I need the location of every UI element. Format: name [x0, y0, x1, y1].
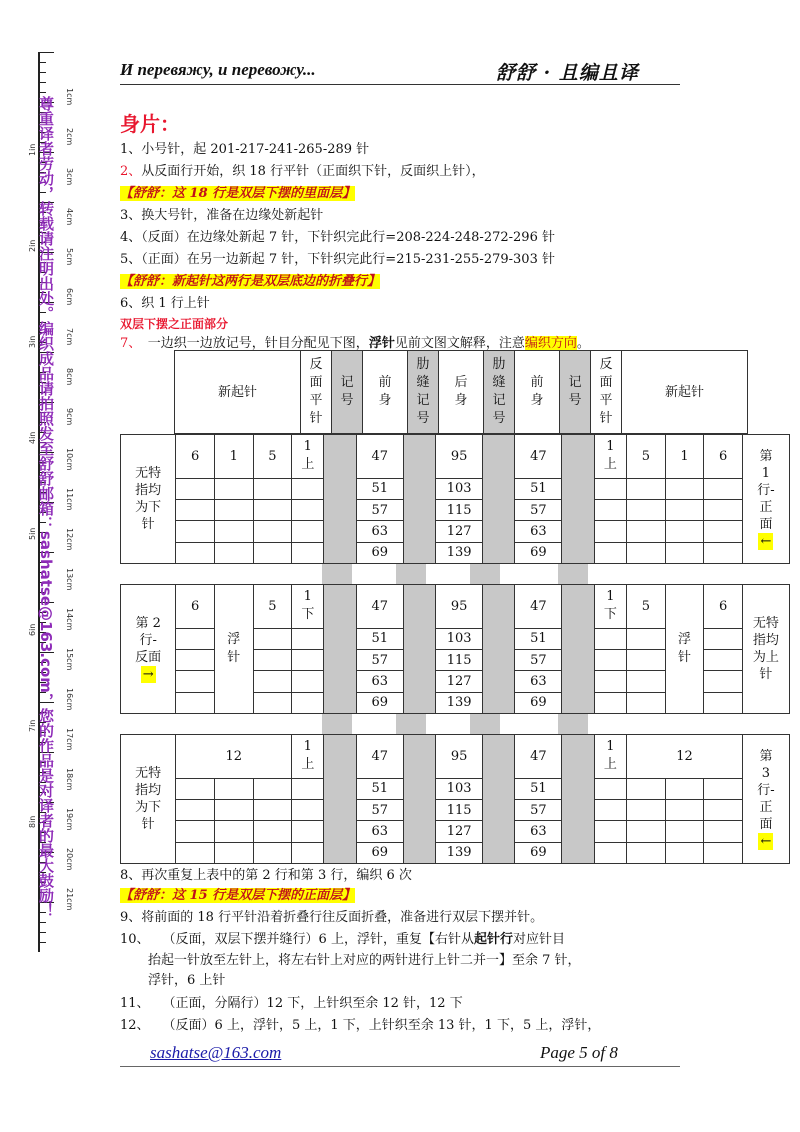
cell: 47 — [356, 735, 403, 779]
ruler-tick — [38, 92, 46, 93]
cell: 5 — [627, 435, 666, 479]
ruler-cm-label: 17cm — [65, 728, 74, 751]
ruler-tick — [38, 942, 46, 943]
ruler-cm-label: 18cm — [65, 768, 74, 791]
ruler-cm-label: 14cm — [65, 608, 74, 631]
ruler-inch-label: 4in — [28, 431, 37, 444]
float-stitch-cell: 浮针 — [214, 585, 253, 714]
row2-right-label: 无特指均为上针 — [742, 585, 789, 714]
step-10-cont-2: 浮针，6 上针 — [148, 973, 226, 988]
cell: 5 — [253, 585, 292, 629]
footer-page-number: Page 5 of 8 — [540, 1043, 618, 1062]
header-reverse-stockinette-2: 反面平针 — [591, 351, 622, 434]
row2-left-label: 第 2 行-反面 → — [121, 585, 176, 714]
header-side-seam-marker-2: 肋缝记号 — [484, 351, 515, 434]
cell: 1 — [214, 435, 253, 479]
ruler-tick — [38, 52, 54, 53]
cell: 1上 — [594, 435, 626, 479]
stitch-table-row3: 无特指均为下针 12 1上 47 95 47 1上 12 第 3 行-正面 ← 51 103 51 57 115 57 63 127 63 69 139 69 — [120, 734, 790, 864]
header-reverse-stockinette: 反面平针 — [301, 351, 332, 434]
cell: 5 — [253, 435, 292, 479]
cell: 47 — [356, 435, 403, 479]
ruler-cm-label: 15cm — [65, 648, 74, 671]
ruler-cm-label: 3cm — [65, 168, 74, 186]
step-8: 8、再次重复上表中的第 2 行和第 3 行，编织 6 次 — [120, 868, 412, 883]
cell: 6 — [704, 585, 743, 629]
step-4: 4、（反面）在边缘处新起 7 针，下针织完此行=208-224-248-272-296 针 — [120, 230, 555, 245]
section-title: 身片： — [120, 112, 180, 136]
ruler-tick — [38, 932, 46, 933]
step-5: 5、（正面）在另一边新起 7 针，下针织完此行=215-231-255-279-303 针 — [120, 252, 555, 267]
header-marker: 记号 — [332, 351, 363, 434]
ruler-inch-label: 8in — [28, 815, 37, 828]
cell: 12 — [176, 735, 292, 779]
footer-divider — [120, 1066, 680, 1067]
cell: 1上 — [292, 735, 324, 779]
footer-email-link[interactable]: sashatse@163.com — [150, 1043, 282, 1062]
step-3: 3、换大号针，准备在边缘处新起针 — [120, 208, 324, 223]
ruler-cm-label: 13cm — [65, 568, 74, 591]
header-divider — [120, 84, 680, 85]
ruler-inch-label: 2in — [28, 239, 37, 252]
ruler-cm-label: 16cm — [65, 688, 74, 711]
copyright-watermark: 尊重译者劳动，转载请注明出处。编织成品请拍照发至舒舒邮箱：sashatse@163.com，您的作品是对译者的最大鼓励！ — [37, 96, 55, 918]
subheading-front-layer: 双层下摆之正面部分 — [120, 317, 229, 331]
float-stitch-cell-2: 浮针 — [665, 585, 704, 714]
cell: 47 — [356, 585, 403, 629]
ruler-cm-label: 1cm — [65, 88, 74, 106]
ruler-cm-label: 12cm — [65, 528, 74, 551]
cell: 1上 — [594, 735, 626, 779]
cell: 1下 — [292, 585, 324, 629]
header-back: 后身 — [439, 351, 484, 434]
cell: 47 — [515, 435, 562, 479]
ruler-tick — [38, 922, 46, 923]
header-new-cast-on: 新起针 — [175, 351, 301, 434]
cell: 47 — [515, 585, 562, 629]
ruler-inch-label: 5in — [28, 527, 37, 540]
note-fold-row: 【舒舒：新起针这两行是双层底边的折叠行】 — [120, 274, 381, 289]
left-arrow-icon: ← — [760, 534, 772, 549]
step-6: 6、织 1 行上针 — [120, 296, 210, 311]
ruler-cm-label: 8cm — [65, 368, 74, 386]
ruler-inch-label: 7in — [28, 719, 37, 732]
ruler-cm-label: 10cm — [65, 448, 74, 471]
right-arrow-icon: → — [142, 667, 154, 682]
note-outer-layer: 【舒舒：这 15 行是双层下摆的正面层】 — [120, 888, 356, 903]
cell: 1 — [665, 435, 704, 479]
cell: 1下 — [594, 585, 626, 629]
left-arrow-icon: ← — [760, 834, 772, 849]
step-11: 11、 （正面，分隔行）12 下，上针织至余 12 针，12 下 — [120, 996, 463, 1011]
cell: 12 — [627, 735, 743, 779]
ruler-cm-label: 11cm — [65, 488, 74, 511]
ruler-inch-label: 1in — [28, 143, 37, 156]
cell: 95 — [436, 435, 483, 479]
stitch-table-row2: 第 2 行-反面 → 6 浮针 5 1下 47 95 47 1下 5 浮针 6 无特指均为上针 51 103 51 57 115 57 63 127 63 69 139 69 — [120, 584, 790, 714]
ruler-cm-label: 19cm — [65, 808, 74, 831]
ruler-inch-label: 6in — [28, 623, 37, 636]
ruler-cm-label: 21cm — [65, 888, 74, 911]
cell: 6 — [704, 435, 743, 479]
cell: 5 — [627, 585, 666, 629]
header-side-seam-marker: 肋缝记号 — [408, 351, 439, 434]
ruler-tick — [38, 72, 46, 73]
ruler-cm-label: 4cm — [65, 208, 74, 226]
row1-left-label: 无特指均为下针 — [121, 435, 176, 564]
cell: 95 — [436, 585, 483, 629]
header-left-title: И перевяжу, и перевожу... — [120, 60, 316, 79]
header-new-cast-on-2: 新起针 — [622, 351, 748, 434]
step-7: 7、 一边织一边放记号，针目分配见下图，浮针见前文图文解释，注意编织方向。 — [120, 336, 590, 351]
stitch-table-header — [174, 350, 748, 434]
stitch-table-row1: 无特指均为下针 6 1 5 1上 47 95 47 1上 5 1 6 第 1 行-正面 ← 51 103 51 57 115 57 63 127 63 69 139 69 — [120, 434, 790, 564]
row1-right-label: 第 1 行-正面 ← — [742, 435, 789, 564]
step-2: 2、从反面行开始，织 18 行平针（正面织下针，反面织上针）， — [120, 164, 485, 179]
cell: 47 — [515, 735, 562, 779]
step-10-cont: 抬起一针放至左针上，将左右针上对应的两针进行上针二并一】至余 7 针， — [148, 953, 581, 968]
header-marker-2: 记号 — [560, 351, 591, 434]
row3-right-label: 第 3 行-正面 ← — [742, 735, 789, 864]
ruler-cm-label: 5cm — [65, 248, 74, 266]
cell: 6 — [176, 585, 215, 629]
row3-left-label: 无特指均为下针 — [121, 735, 176, 864]
step-12: 12、 （反面）6 上，浮针，5 上，1 下，上针织至余 13 针，1 下，5 上，浮针， — [120, 1018, 601, 1033]
ruler-tick — [38, 62, 46, 63]
ruler-cm-label: 9cm — [65, 408, 74, 426]
cell: 95 — [436, 735, 483, 779]
ruler-cm-label: 7cm — [65, 328, 74, 346]
header-front: 前身 — [363, 351, 408, 434]
step-1: 1、小号针，起 201-217-241-265-289 针 — [120, 142, 370, 157]
cell: 6 — [176, 435, 215, 479]
ruler-tick — [38, 82, 46, 83]
note-inner-layer: 【舒舒：这 18 行是双层下摆的里面层】 — [120, 186, 356, 201]
ruler-inch-label: 3in — [28, 335, 37, 348]
step-9: 9、将前面的 18 行平针沿着折叠行往反面折叠，准备进行双层下摆并针。 — [120, 910, 544, 925]
ruler-cm-label: 2cm — [65, 128, 74, 146]
header-right-title: 舒舒 · 且编且译 — [496, 62, 639, 84]
header-front-2: 前身 — [515, 351, 560, 434]
step-10: 10、 （反面，双层下摆并缝行）6 上，浮针，重复【右针从起针行对应针目 — [120, 932, 565, 947]
ruler-cm-label: 6cm — [65, 288, 74, 306]
cell: 1上 — [292, 435, 324, 479]
ruler-cm-label: 20cm — [65, 848, 74, 871]
